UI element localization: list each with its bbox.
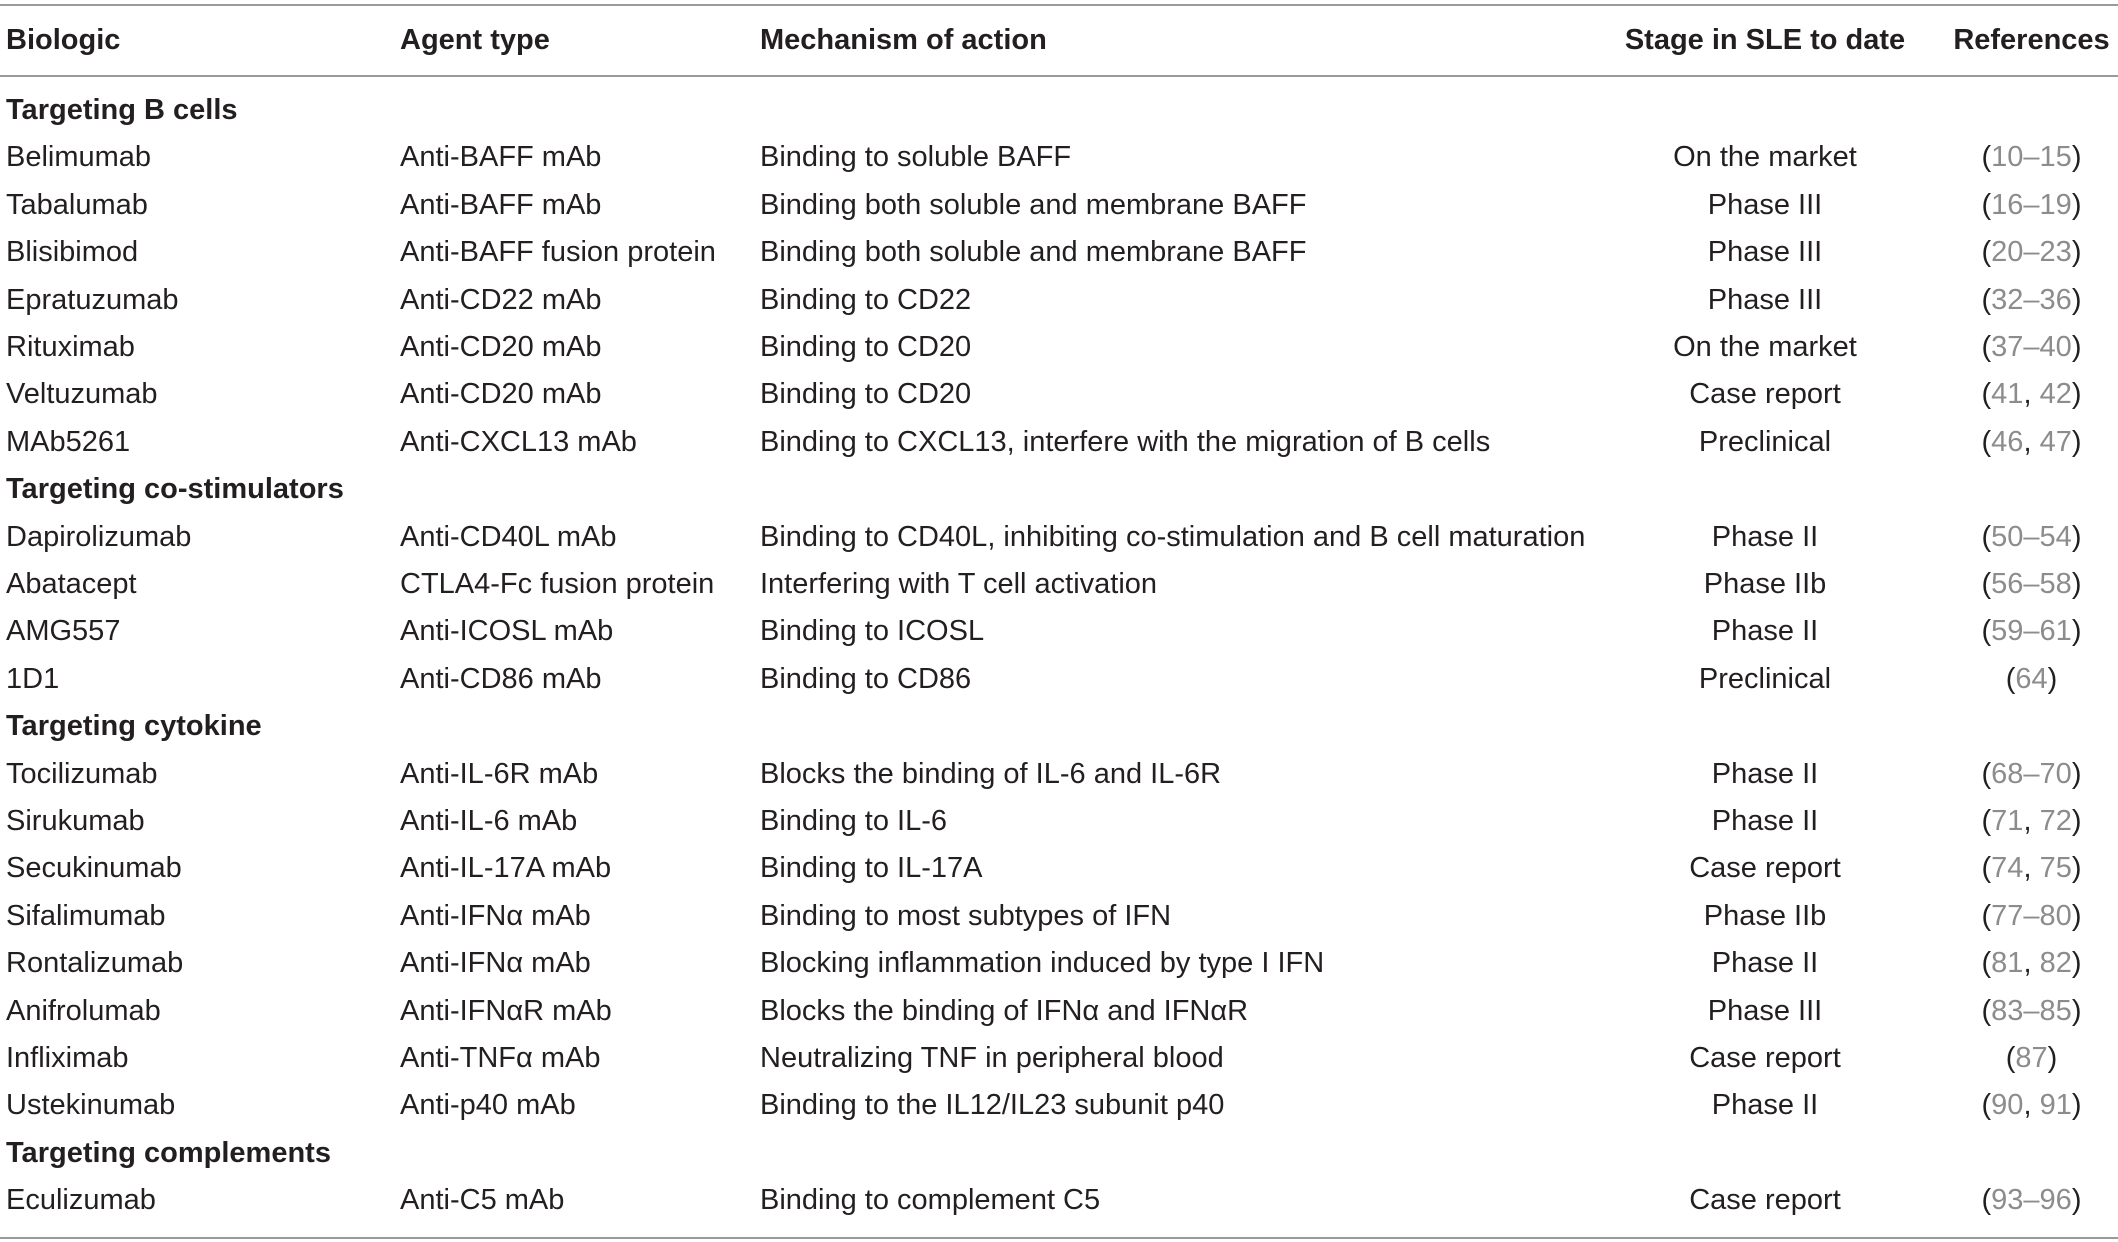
mechanism-cell: Binding to CD20 [760, 378, 972, 411]
biologic-cell: Infliximab [6, 1042, 129, 1074]
agent-type-cell: Anti-IL-17A mAb [400, 852, 612, 885]
biologic-cell: Rontalizumab [6, 947, 184, 980]
biologic-cell: Veltuzumab [6, 378, 158, 411]
biologic-cell: Abatacept [6, 568, 137, 600]
agent-type-cell: Anti-IL-6R mAb [400, 757, 599, 790]
stage-cell: Case report [1689, 1042, 1841, 1074]
reference-link[interactable]: 16–19 [1991, 188, 2072, 221]
stage-cell: Phase III [1707, 283, 1823, 316]
agent-type-cell: CTLA4-Fc fusion protein [400, 568, 715, 600]
reference-link[interactable]: 10–15 [1991, 141, 2072, 174]
biologic-cell: AMG557 [6, 615, 121, 648]
agent-type-cell: Anti-CD86 mAb [400, 662, 602, 695]
biologic-cell: Tocilizumab [6, 757, 158, 790]
references-cell: (68–70) [1981, 757, 2082, 790]
section-header-row [0, 87, 2118, 134]
mechanism-cell: Blocks the binding of IL-6 and IL-6R [760, 757, 1222, 790]
reference-link[interactable]: 42 [2039, 378, 2072, 411]
reference-link[interactable]: 91 [2039, 1089, 2072, 1122]
mechanism-cell: Binding to IL-17A [760, 852, 983, 885]
reference-link[interactable]: 77–80 [1991, 899, 2072, 932]
agent-type-cell: Anti-BAFF fusion protein [400, 236, 716, 269]
table-row [0, 514, 2118, 561]
mechanism-cell: Binding to soluble BAFF [760, 141, 1072, 174]
agent-type-cell: Anti-IFNα mAb [400, 947, 591, 980]
biologic-cell: 1D1 [6, 662, 60, 695]
section-title: Targeting co-stimulators [6, 473, 344, 506]
mechanism-cell: Binding to CD40L, inhibiting co-stimulation and B cell maturation [760, 520, 1586, 553]
references-cell: (20–23) [1981, 236, 2082, 269]
table-row [0, 656, 2118, 703]
mechanism-cell: Blocking inflammation induced by type I IFN [760, 947, 1325, 980]
biologic-cell: Anifrolumab [6, 994, 161, 1027]
table-row [0, 277, 2118, 324]
table-header-row [0, 17, 2118, 64]
section-title: Targeting B cells [6, 94, 238, 126]
table-row [0, 182, 2118, 229]
agent-type-cell: Anti-ICOSL mAb [400, 615, 614, 648]
mechanism-cell: Binding to the IL12/IL23 subunit p40 [760, 1089, 1225, 1122]
stage-cell: Case report [1689, 1184, 1841, 1217]
reference-link[interactable]: 47 [2039, 425, 2072, 458]
agent-type-cell: Anti-TNFα mAb [400, 1042, 601, 1074]
mechanism-cell: Binding to CD86 [760, 662, 972, 695]
table-row [0, 229, 2118, 276]
table-row [0, 1177, 2118, 1224]
reference-link[interactable]: 90 [1991, 1089, 2024, 1122]
references-cell: (50–54) [1981, 520, 2082, 553]
reference-link[interactable]: 82 [2039, 947, 2072, 980]
table-row [0, 751, 2118, 798]
references-cell: (10–15) [1981, 141, 2082, 174]
header-rule [0, 75, 2118, 77]
reference-link[interactable]: 50–54 [1991, 520, 2072, 553]
reference-link[interactable]: 59–61 [1991, 615, 2072, 648]
stage-cell: Phase II [1711, 947, 1819, 980]
header-references: References [1953, 24, 2110, 56]
stage-cell: Phase III [1707, 188, 1823, 221]
mechanism-cell: Binding to IL-6 [760, 805, 948, 837]
stage-cell: Phase III [1707, 236, 1823, 269]
references-cell: (81, 82) [1981, 947, 2082, 980]
mechanism-cell: Binding to most subtypes of IFN [760, 899, 1172, 932]
table-row [0, 1035, 2118, 1082]
stage-cell: On the market [1673, 331, 1857, 363]
bottom-rule [0, 1237, 2118, 1239]
stage-cell: Preclinical [1698, 662, 1832, 695]
references-cell: (37–40) [1981, 331, 2082, 363]
biologic-cell: Secukinumab [6, 852, 182, 885]
reference-link[interactable]: 41 [1991, 378, 2024, 411]
table-row [0, 561, 2118, 608]
stage-cell: Phase IIb [1703, 568, 1827, 600]
reference-link[interactable]: 83–85 [1991, 994, 2072, 1027]
biologic-cell: Sirukumab [6, 805, 145, 837]
biologic-cell: Rituximab [6, 331, 135, 363]
section-header-row [0, 703, 2118, 750]
header-mechanism: Mechanism of action [760, 24, 1047, 56]
biologic-cell: MAb5261 [6, 425, 131, 458]
reference-link[interactable]: 56–58 [1991, 568, 2072, 600]
biologic-cell: Tabalumab [6, 188, 148, 221]
stage-cell: Preclinical [1698, 425, 1832, 458]
reference-link[interactable]: 72 [2039, 805, 2072, 837]
reference-link[interactable]: 46 [1991, 425, 2024, 458]
stage-cell: Case report [1689, 378, 1841, 411]
agent-type-cell: Anti-p40 mAb [400, 1089, 576, 1122]
reference-link[interactable]: 64 [2015, 662, 2048, 695]
table-row [0, 324, 2118, 371]
biologic-cell: Ustekinumab [6, 1089, 176, 1122]
reference-link[interactable]: 81 [1991, 947, 2024, 980]
references-cell: (56–58) [1981, 568, 2082, 600]
table-row [0, 371, 2118, 418]
biologic-cell: Sifalimumab [6, 899, 166, 932]
references-cell: (83–85) [1981, 994, 2082, 1027]
references-cell: (87) [2005, 1042, 2058, 1074]
agent-type-cell: Anti-BAFF mAb [400, 141, 602, 174]
reference-link[interactable]: 20–23 [1991, 236, 2072, 269]
mechanism-cell: Binding both soluble and membrane BAFF [760, 188, 1307, 221]
biologic-cell: Epratuzumab [6, 283, 179, 316]
references-cell: (90, 91) [1981, 1089, 2082, 1122]
stage-cell: Phase II [1711, 1089, 1819, 1122]
stage-cell: Phase II [1711, 757, 1819, 790]
agent-type-cell: Anti-BAFF mAb [400, 188, 602, 221]
mechanism-cell: Binding to CD22 [760, 283, 972, 316]
references-cell: (59–61) [1981, 615, 2082, 648]
stage-cell: Phase IIb [1703, 899, 1827, 932]
reference-link[interactable]: 68–70 [1991, 757, 2072, 790]
agent-type-cell: Anti-CD40L mAb [400, 520, 617, 553]
table-row [0, 1082, 2118, 1129]
reference-link[interactable]: 75 [2039, 852, 2072, 885]
table-row [0, 608, 2118, 655]
mechanism-cell: Blocks the binding of IFNα and IFNαR [760, 994, 1249, 1027]
table-row [0, 419, 2118, 466]
section-header-row [0, 1130, 2118, 1177]
agent-type-cell: Anti-CXCL13 mAb [400, 425, 637, 458]
agent-type-cell: Anti-IL-6 mAb [400, 805, 578, 837]
mechanism-cell: Binding to complement C5 [760, 1184, 1101, 1217]
references-cell: (16–19) [1981, 188, 2082, 221]
agent-type-cell: Anti-CD20 mAb [400, 378, 602, 411]
table-row [0, 893, 2118, 940]
mechanism-cell: Binding both soluble and membrane BAFF [760, 236, 1307, 269]
reference-link[interactable]: 32–36 [1991, 283, 2072, 316]
mechanism-cell: Binding to CXCL13, interfere with the migration of B cells [760, 425, 1491, 458]
table-row [0, 988, 2118, 1035]
mechanism-cell: Neutralizing TNF in peripheral blood [760, 1042, 1224, 1074]
header-stage: Stage in SLE to date [1624, 24, 1906, 56]
top-rule [0, 4, 2118, 6]
mechanism-cell: Interfering with T cell activation [760, 568, 1158, 600]
references-cell: (64) [2005, 662, 2058, 695]
references-cell: (74, 75) [1981, 852, 2082, 885]
references-cell: (32–36) [1981, 283, 2082, 316]
section-title: Targeting cytokine [6, 710, 262, 743]
stage-cell: Case report [1689, 852, 1841, 885]
agent-type-cell: Anti-CD22 mAb [400, 283, 602, 316]
agent-type-cell: Anti-IFNαR mAb [400, 994, 612, 1027]
table-row [0, 940, 2118, 987]
biologic-cell: Belimumab [6, 141, 152, 174]
agent-type-cell: Anti-CD20 mAb [400, 331, 602, 363]
biologic-cell: Eculizumab [6, 1184, 156, 1217]
references-cell: (77–80) [1981, 899, 2082, 932]
table-row [0, 798, 2118, 845]
reference-link[interactable]: 37–40 [1991, 331, 2072, 363]
reference-link[interactable]: 71 [1991, 805, 2024, 837]
agent-type-cell: Anti-IFNα mAb [400, 899, 591, 932]
header-biologic: Biologic [6, 24, 121, 56]
reference-link[interactable]: 87 [2015, 1042, 2048, 1074]
table-row [0, 134, 2118, 181]
reference-link[interactable]: 93–96 [1991, 1184, 2072, 1217]
references-cell: (41, 42) [1981, 378, 2082, 411]
biologic-cell: Dapirolizumab [6, 520, 192, 553]
stage-cell: Phase II [1711, 615, 1819, 648]
reference-link[interactable]: 74 [1991, 852, 2024, 885]
references-cell: (46, 47) [1981, 425, 2082, 458]
references-cell: (93–96) [1981, 1184, 2082, 1217]
references-cell: (71, 72) [1981, 805, 2082, 837]
biologic-cell: Blisibimod [6, 236, 139, 269]
stage-cell: Phase III [1707, 994, 1823, 1027]
table-row [0, 845, 2118, 892]
stage-cell: Phase II [1711, 805, 1819, 837]
stage-cell: On the market [1673, 141, 1857, 174]
agent-type-cell: Anti-C5 mAb [400, 1184, 565, 1217]
header-agent-type: Agent type [400, 24, 550, 56]
mechanism-cell: Binding to ICOSL [760, 615, 985, 648]
stage-cell: Phase II [1711, 520, 1819, 553]
section-header-row [0, 466, 2118, 513]
mechanism-cell: Binding to CD20 [760, 331, 972, 363]
section-title: Targeting complements [6, 1136, 331, 1169]
